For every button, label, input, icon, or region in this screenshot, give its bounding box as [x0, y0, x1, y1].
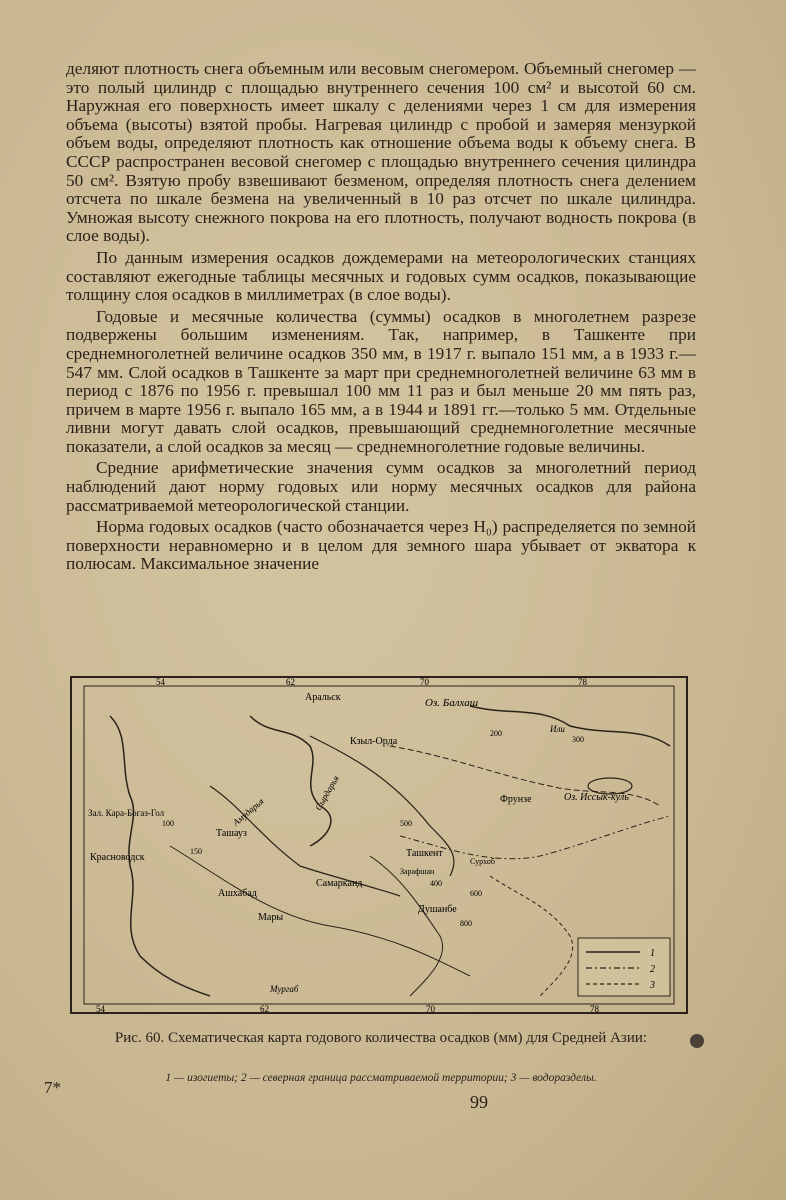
- bottom-tick: 70: [426, 1004, 435, 1014]
- isohyet-label: 500: [400, 819, 412, 828]
- paragraph-1: деляют плотность снега объемным или весовым снегомером. Объемный снегомер — это полый цилиндр с площадью внутреннего сечения 100 см² и высотой 60 см. Наружная его поверхность имеет шкалу с делениями через 1 см для измерения объема (высоты) взятой пробы. Нагревая цилиндр с пробой и замеряя мензуркой объем воды, определяют плотность как отношение объема воды к объему снега. В СССР распространен весовой снегомер с площадью внутреннего сечения цилиндра 50 см². Взятую пробу взвешивают безменом, определяя плотность снега делением отсчета по шкале безмена на увеличенный в 10 раз отсчет по шкале цилиндра. Умножая высоту снежного покрова на его плотность, получают водность покрова (в слое воды).: [66, 59, 696, 246]
- top-tick: 78: [578, 677, 587, 687]
- place-label: Амударья: [230, 796, 266, 828]
- place-label: Мургаб: [270, 984, 299, 994]
- paragraph-3: Годовые и месячные количества (суммы) осадков в многолетнем разрезе подвержены большим изменениям. Так, например, в Ташкенте при среднемноголетней величине осадков 350 мм, в 1917 г. выпало 151 мм, а в 1933 г.—547 мм. Слой осадков в Ташкенте за март при среднемноголетней величине 63 мм в период с 1876 по 1956 г. превышал 100 мм 11 раз и был меньше 20 мм пять раз, причем в марте 1956 г. выпало 165 мм, а в 1944 и 1891 гг.—только 5 мм. Отдельные ливни могут давать слой осадков, превышающий среднемноголетние месячные показатели, а слой осадков за месяц — среднемноголетние годовые величины.: [66, 306, 696, 456]
- legend-item: 3: [650, 980, 655, 991]
- place-label: Сурхоб: [470, 857, 495, 866]
- signature-mark: 7*: [44, 1078, 61, 1097]
- page-number: 99: [470, 1092, 488, 1112]
- bottom-tick: 62: [260, 1004, 269, 1014]
- map-legend: [578, 938, 670, 996]
- isohyet-label: 400: [430, 879, 442, 888]
- top-tick: 62: [286, 677, 295, 687]
- isohyet-label: 300: [572, 735, 584, 744]
- place-label: Сырдарья: [313, 773, 341, 812]
- paragraph-5: Норма годовых осадков (часто обозначается через H₀) распределяется по земной поверхности неравномерно и в целом для земного шара убывает от экватора к полюсам. Максимальное значение: [66, 517, 696, 574]
- precipitation-map: [70, 676, 688, 1014]
- top-tick: 70: [420, 677, 429, 687]
- place-label: Ашхабад: [218, 888, 257, 899]
- place-label: Мары: [258, 912, 284, 923]
- paragraph-4: Средние арифметические значения сумм осадков за многолетний период наблюдений дают норму годовых или норму месячных осадков для района рассматриваемой метеорологической станции.: [66, 458, 696, 515]
- paragraph-2: По данным измерения осадков дождемерами на метеорологических станциях составляют ежегодные таблицы месячных и годовых сумм осадков, показывающие толщину слоя осадков в миллиметрах (в слое воды).: [66, 247, 696, 305]
- bottom-tick: 54: [96, 1004, 105, 1014]
- legend-item: 2: [650, 964, 655, 975]
- place-label: Душанбе: [418, 904, 457, 915]
- place-label: Кзыл-Орда: [350, 736, 398, 747]
- place-label: Оз. Иссык-куль: [564, 792, 629, 803]
- bottom-tick: 78: [590, 1004, 599, 1014]
- body-text: [66, 60, 696, 577]
- place-label: Красноводск: [90, 852, 145, 863]
- place-label: Оз. Балхаш: [425, 697, 479, 709]
- place-label: Зал. Кара-Богаз-Гол: [88, 808, 165, 818]
- place-label: Фрунзе: [500, 794, 532, 805]
- place-label: Аральск: [305, 692, 341, 703]
- place-label: Ташауз: [216, 828, 247, 839]
- place-label: Зарафшан: [400, 867, 435, 876]
- isohyet-label: 800: [460, 919, 472, 928]
- place-label: Или: [550, 724, 565, 734]
- top-tick: 54: [156, 677, 165, 687]
- isohyet-label: 600: [470, 889, 482, 898]
- isohyet-label: 200: [490, 729, 502, 738]
- figure-caption: Рис. 60. Схематическая карта годового количества осадков (мм) для Средней Азии:: [114, 1030, 648, 1046]
- isohyet-label: 100: [162, 819, 174, 828]
- place-label: Самарканд: [316, 878, 363, 889]
- place-label: Ташкент: [406, 848, 443, 859]
- ink-dot: [690, 1034, 704, 1048]
- legend-caption: 1 — изогиеты; 2 — северная граница рассматриваемой территории; 3 — водоразделы.: [165, 1072, 597, 1084]
- legend-item: 1: [650, 948, 655, 959]
- isohyet-label: 150: [190, 847, 202, 856]
